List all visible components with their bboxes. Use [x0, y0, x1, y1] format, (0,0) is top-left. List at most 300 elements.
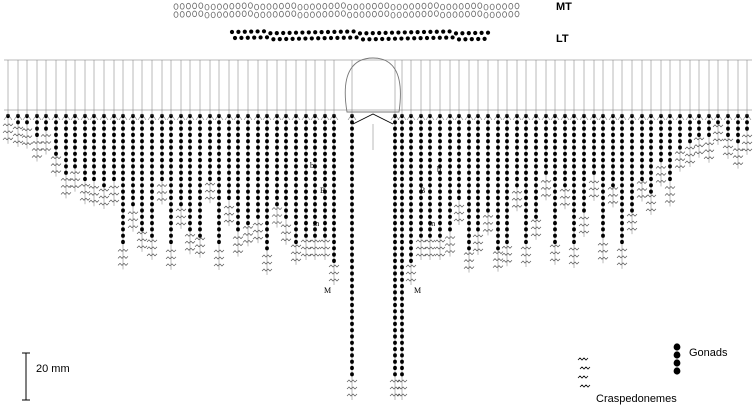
gonad	[179, 164, 183, 168]
gonad	[400, 133, 404, 137]
gonad	[467, 183, 471, 187]
gonad	[112, 145, 116, 149]
gonad	[332, 196, 336, 200]
gonad	[188, 145, 192, 149]
gonad	[476, 190, 480, 194]
gonad	[227, 139, 231, 143]
mark-M-left: M	[324, 286, 332, 295]
gonad	[476, 215, 480, 219]
gonad	[630, 127, 634, 131]
gonad	[400, 290, 404, 294]
gonad	[726, 133, 730, 137]
gonad	[409, 227, 413, 231]
gonad	[409, 120, 413, 124]
gonad	[169, 164, 173, 168]
gonad	[659, 133, 663, 137]
gonad	[265, 120, 269, 124]
gonad	[400, 341, 404, 345]
gonad	[620, 227, 624, 231]
gonad	[553, 133, 557, 137]
gonad	[393, 372, 397, 376]
gonad	[284, 120, 288, 124]
gonad	[227, 152, 231, 156]
gonad	[524, 164, 528, 168]
gonad	[476, 164, 480, 168]
gonad	[486, 120, 490, 124]
gonad	[400, 202, 404, 206]
gonad	[304, 171, 308, 175]
medial-tentacle-ring	[236, 11, 240, 17]
gonad	[350, 227, 354, 231]
gonad	[227, 145, 231, 149]
gonad	[275, 152, 279, 156]
gonad	[630, 139, 634, 143]
gonad	[630, 171, 634, 175]
gonad	[448, 164, 452, 168]
gonad	[438, 145, 442, 149]
gonad	[179, 133, 183, 137]
gonad	[188, 152, 192, 156]
gonad	[188, 171, 192, 175]
gonad	[198, 183, 202, 187]
lateral-tentacle-dot	[271, 37, 275, 41]
gonad	[304, 227, 308, 231]
gonad	[393, 265, 397, 269]
gonad	[121, 145, 125, 149]
gonad	[448, 177, 452, 181]
gonad	[620, 240, 624, 244]
gonad	[572, 183, 576, 187]
gonad	[236, 215, 240, 219]
gonad	[150, 196, 154, 200]
gonad	[284, 127, 288, 131]
lateral-tentacles-label: LT	[556, 33, 569, 45]
gonad	[236, 227, 240, 231]
gonad	[659, 152, 663, 156]
gonad	[246, 139, 250, 143]
gonad	[448, 208, 452, 212]
gonad	[121, 139, 125, 143]
gonad	[400, 164, 404, 168]
gonad	[524, 158, 528, 162]
gonad	[150, 171, 154, 175]
gonad	[265, 177, 269, 181]
medial-tentacle-ring	[447, 12, 451, 18]
medial-tentacle-ring	[428, 11, 432, 17]
gonad	[393, 246, 397, 250]
gonad	[332, 127, 336, 131]
gonad	[630, 177, 634, 181]
lateral-tentacle-dot	[249, 29, 253, 33]
gonad	[323, 227, 327, 231]
gonad	[496, 133, 500, 137]
gonad	[486, 202, 490, 206]
gonad	[486, 164, 490, 168]
gonad	[496, 202, 500, 206]
gonad	[64, 158, 68, 162]
gonad	[179, 202, 183, 206]
gonad	[131, 171, 135, 175]
gonad	[350, 265, 354, 269]
gonad	[256, 183, 260, 187]
gonad	[409, 171, 413, 175]
gonad	[246, 196, 250, 200]
gonad	[150, 215, 154, 219]
gonad	[313, 145, 317, 149]
gonad	[169, 139, 173, 143]
gonad	[457, 133, 461, 137]
gonad	[284, 164, 288, 168]
gonad	[534, 196, 538, 200]
gonad	[256, 190, 260, 194]
gonad	[246, 215, 250, 219]
gonad	[400, 297, 404, 301]
gonad	[150, 158, 154, 162]
gonad	[505, 240, 509, 244]
gonad	[150, 208, 154, 212]
gonad	[419, 133, 423, 137]
gonad	[198, 196, 202, 200]
gonad	[246, 171, 250, 175]
gonad	[476, 177, 480, 181]
lateral-tentacle-dot	[454, 31, 458, 35]
gonad	[246, 152, 250, 156]
gonad	[400, 271, 404, 275]
lateral-tentacle-dot	[358, 31, 362, 35]
gonad	[265, 158, 269, 162]
gonad	[275, 120, 279, 124]
gonad	[208, 177, 212, 181]
gonad	[409, 196, 413, 200]
gonad	[304, 127, 308, 131]
gonad	[448, 139, 452, 143]
gonad	[92, 158, 96, 162]
gonad	[179, 127, 183, 131]
medial-tentacle-ring	[465, 3, 469, 9]
lateral-tentacle-dot	[239, 36, 243, 40]
gonad	[428, 190, 432, 194]
gonad	[496, 171, 500, 175]
lateral-tentacle-dot	[323, 36, 327, 40]
gonad	[428, 171, 432, 175]
lateral-tentacle-dot	[399, 36, 403, 40]
gonad	[313, 120, 317, 124]
gonad	[73, 120, 77, 124]
gonad	[649, 171, 653, 175]
gonad	[112, 139, 116, 143]
gonad	[496, 196, 500, 200]
gonad	[457, 164, 461, 168]
gonad	[265, 246, 269, 250]
gonad	[217, 227, 221, 231]
gonad	[467, 145, 471, 149]
gonad	[448, 127, 452, 131]
gonad	[160, 145, 164, 149]
gonad	[332, 171, 336, 175]
gonad	[188, 158, 192, 162]
gonad	[438, 183, 442, 187]
gonad	[188, 190, 192, 194]
gonad	[217, 177, 221, 181]
gonad	[601, 120, 605, 124]
gonad	[294, 164, 298, 168]
medial-tentacle-ring	[372, 3, 376, 9]
gonad	[169, 215, 173, 219]
gonad	[323, 152, 327, 156]
lateral-tentacle-dot	[329, 36, 333, 40]
gonad	[150, 221, 154, 225]
gonads-legend-dot	[674, 367, 681, 374]
medial-tentacle-ring	[379, 3, 383, 9]
gonad	[313, 234, 317, 238]
gonad	[553, 145, 557, 149]
gonads-legend-dot	[674, 343, 681, 350]
gonad	[505, 127, 509, 131]
gonad	[553, 183, 557, 187]
gonad	[140, 139, 144, 143]
gonad	[150, 145, 154, 149]
gonad	[428, 183, 432, 187]
gonad	[217, 127, 221, 131]
gonad	[505, 133, 509, 137]
gonad	[169, 158, 173, 162]
gonad	[620, 152, 624, 156]
gonad	[160, 139, 164, 143]
gonad	[726, 120, 730, 124]
gonad	[131, 202, 135, 206]
gonad	[563, 133, 567, 137]
gonad	[428, 177, 432, 181]
gonad	[524, 171, 528, 175]
medial-tentacle-ring	[242, 11, 246, 17]
gonad	[73, 152, 77, 156]
gonad	[620, 120, 624, 124]
gonad	[563, 158, 567, 162]
gonad	[409, 145, 413, 149]
gonad	[112, 133, 116, 137]
lateral-tentacle-dot	[463, 37, 467, 41]
gonad	[131, 158, 135, 162]
gonad	[601, 208, 605, 212]
gonad	[467, 127, 471, 131]
gonad	[400, 139, 404, 143]
gonad	[524, 221, 528, 225]
gonad	[467, 133, 471, 137]
gonad	[350, 240, 354, 244]
gonad	[350, 278, 354, 282]
gonad	[505, 221, 509, 225]
medial-tentacle-ring	[304, 12, 308, 18]
lateral-tentacle-dot	[320, 30, 324, 34]
medial-tentacle-ring	[354, 4, 358, 10]
gonad	[140, 177, 144, 181]
medial-tentacle-ring	[193, 11, 197, 17]
gonad	[457, 190, 461, 194]
gonad	[476, 120, 480, 124]
gonad	[553, 171, 557, 175]
medial-tentacle-ring	[385, 3, 389, 9]
gonad	[121, 164, 125, 168]
gonad	[160, 127, 164, 131]
gonad	[524, 196, 528, 200]
gonad	[160, 120, 164, 124]
gonad	[496, 164, 500, 168]
gonad	[515, 171, 519, 175]
gonad	[350, 133, 354, 137]
gonad	[524, 208, 528, 212]
gonad	[649, 139, 653, 143]
gonad	[393, 215, 397, 219]
gonad	[438, 215, 442, 219]
gonad	[640, 120, 644, 124]
gonad	[515, 120, 519, 124]
gonad	[640, 133, 644, 137]
gonad	[582, 171, 586, 175]
gonad	[496, 208, 500, 212]
gonad	[179, 171, 183, 175]
gonad	[112, 158, 116, 162]
gonad	[630, 133, 634, 137]
gonad	[35, 133, 39, 137]
gonad	[188, 133, 192, 137]
gonad	[393, 309, 397, 313]
gonad	[350, 259, 354, 263]
gonad	[640, 139, 644, 143]
gonad	[236, 208, 240, 212]
gonad	[630, 190, 634, 194]
gonads-legend-dot	[674, 351, 681, 358]
gonad	[121, 120, 125, 124]
gonad	[275, 190, 279, 194]
gonad	[448, 196, 452, 200]
medial-tentacle-ring	[410, 12, 414, 18]
gonad	[294, 133, 298, 137]
gonad	[428, 202, 432, 206]
gonad	[448, 120, 452, 124]
gonad	[121, 127, 125, 131]
medial-tentacle-ring	[317, 4, 321, 10]
gonad	[544, 139, 548, 143]
gonad	[73, 158, 77, 162]
gonad	[534, 139, 538, 143]
gonad	[140, 152, 144, 156]
gonad	[400, 158, 404, 162]
gonad	[448, 171, 452, 175]
gonad	[524, 234, 528, 238]
gonad	[102, 133, 106, 137]
gonad	[534, 133, 538, 137]
medial-tentacle-ring	[428, 3, 432, 9]
lateral-tentacle-dot	[342, 36, 346, 40]
lateral-tentacle-dot	[406, 36, 410, 40]
medial-tentacle-ring	[441, 12, 445, 18]
gonad	[601, 164, 605, 168]
gonad	[467, 196, 471, 200]
gonad	[208, 164, 212, 168]
gonad	[236, 139, 240, 143]
gonad	[582, 152, 586, 156]
gonad	[323, 127, 327, 131]
gonad	[505, 139, 509, 143]
gonad	[150, 139, 154, 143]
gonad	[496, 158, 500, 162]
lateral-tentacle-dot	[425, 36, 429, 40]
gonad	[582, 177, 586, 181]
medial-tentacle-ring	[279, 11, 283, 17]
gonad	[409, 246, 413, 250]
gonad	[524, 240, 528, 244]
gonad	[198, 152, 202, 156]
gonad	[275, 133, 279, 137]
gonad	[582, 196, 586, 200]
gonad	[393, 290, 397, 294]
gonad	[572, 158, 576, 162]
gonad	[256, 164, 260, 168]
gonad	[659, 120, 663, 124]
gonad	[140, 171, 144, 175]
gonad	[640, 152, 644, 156]
medial-tentacle-ring	[304, 4, 308, 10]
gonad	[393, 221, 397, 225]
gonad	[515, 127, 519, 131]
gonad	[620, 145, 624, 149]
medial-tentacle-ring	[354, 12, 358, 18]
gonad	[428, 158, 432, 162]
gonad	[592, 164, 596, 168]
lateral-tentacle-dot	[367, 37, 371, 41]
gonad	[73, 127, 77, 131]
lateral-tentacle-dot	[470, 37, 474, 41]
gonad	[524, 139, 528, 143]
gonad	[400, 253, 404, 257]
gonad	[467, 234, 471, 238]
gonad	[121, 158, 125, 162]
gonad	[457, 139, 461, 143]
gonad	[313, 202, 317, 206]
gonad	[246, 190, 250, 194]
gonad	[409, 190, 413, 194]
gonad	[140, 127, 144, 131]
lateral-tentacle-dot	[236, 30, 240, 34]
lateral-tentacle-dot	[441, 29, 445, 33]
medial-tentacle-ring	[509, 3, 513, 9]
gonad	[544, 152, 548, 156]
medial-tentacle-ring	[261, 12, 265, 18]
gonad	[393, 171, 397, 175]
gonad	[64, 139, 68, 143]
lateral-tentacle-dot	[256, 29, 260, 33]
gonad	[294, 221, 298, 225]
gonad	[467, 215, 471, 219]
gonad	[400, 347, 404, 351]
gonad	[227, 127, 231, 131]
gonad	[323, 196, 327, 200]
lateral-tentacle-dot	[396, 30, 400, 34]
gonad	[438, 234, 442, 238]
medial-tentacle-ring	[403, 12, 407, 18]
gonad	[467, 164, 471, 168]
lateral-tentacle-dot	[460, 31, 464, 35]
gonad	[284, 196, 288, 200]
gonad	[131, 145, 135, 149]
gonad	[246, 221, 250, 225]
scale-bar	[22, 353, 30, 400]
gonad	[400, 152, 404, 156]
gonad	[400, 278, 404, 282]
gonad	[284, 202, 288, 206]
gonad	[169, 208, 173, 212]
medial-tentacle-ring	[335, 3, 339, 9]
